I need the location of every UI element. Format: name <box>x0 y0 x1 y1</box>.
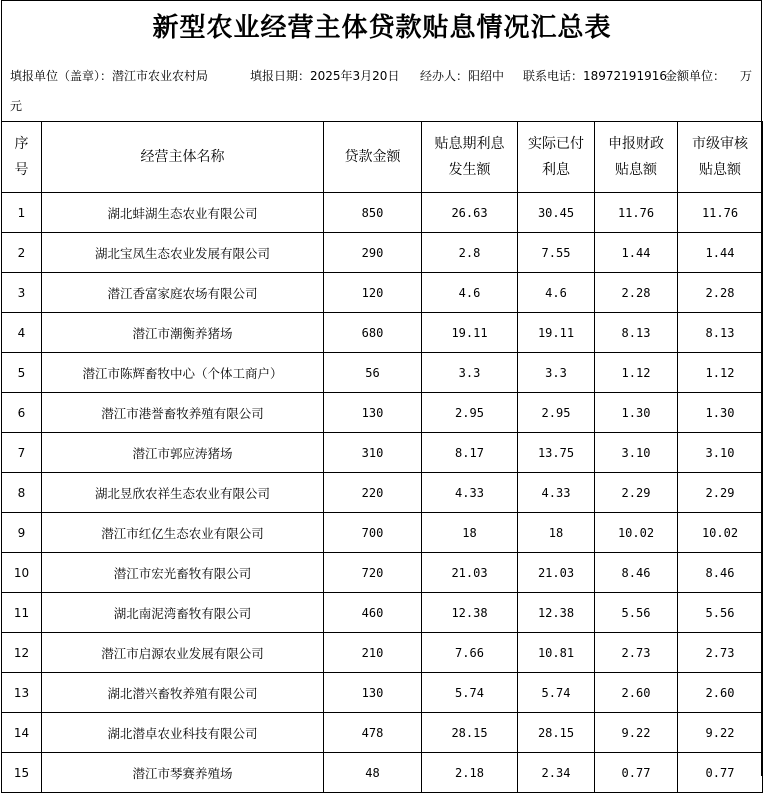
cell-finance-subsidy: 1.44 <box>595 233 678 273</box>
cell-city-subsidy: 0.77 <box>678 753 763 793</box>
cell-loan: 680 <box>324 313 422 353</box>
cell-seq: 5 <box>2 353 42 393</box>
cell-finance-subsidy: 8.13 <box>595 313 678 353</box>
cell-seq: 3 <box>2 273 42 313</box>
cell-interest-due: 3.3 <box>422 353 518 393</box>
table-row <box>2 473 763 513</box>
cell-loan: 460 <box>324 593 422 633</box>
cell-interest-paid: 4.6 <box>518 273 595 313</box>
cell-loan: 850 <box>324 193 422 233</box>
table-row <box>2 393 763 433</box>
cell-city-subsidy: 1.30 <box>678 393 763 433</box>
cell-interest-due: 2.18 <box>422 753 518 793</box>
cell-interest-paid: 18 <box>518 513 595 553</box>
cell-city-subsidy: 1.12 <box>678 353 763 393</box>
cell-city-subsidy: 3.10 <box>678 433 763 473</box>
cell-interest-due: 28.15 <box>422 713 518 753</box>
cell-name: 潜江市港誉畜牧养殖有限公司 <box>42 393 324 433</box>
cell-interest-due: 19.11 <box>422 313 518 353</box>
cell-loan: 720 <box>324 553 422 593</box>
cell-loan: 56 <box>324 353 422 393</box>
cell-name: 湖北南泥湾畜牧有限公司 <box>42 593 324 633</box>
cell-city-subsidy: 10.02 <box>678 513 763 553</box>
cell-loan: 130 <box>324 393 422 433</box>
cell-name: 湖北昱欣农祥生态农业有限公司 <box>42 473 324 513</box>
cell-seq: 7 <box>2 433 42 473</box>
cell-interest-due: 2.8 <box>422 233 518 273</box>
cell-name: 潜江市启源农业发展有限公司 <box>42 633 324 673</box>
cell-finance-subsidy: 9.22 <box>595 713 678 753</box>
cell-city-subsidy: 8.13 <box>678 313 763 353</box>
cell-interest-paid: 19.11 <box>518 313 595 353</box>
amount-unit-value: 万 <box>740 69 753 83</box>
cell-loan: 210 <box>324 633 422 673</box>
cell-finance-subsidy: 0.77 <box>595 753 678 793</box>
col-seq: 序号 <box>2 122 42 193</box>
col-interest-paid: 实际已付利息 <box>518 122 595 193</box>
cell-loan: 220 <box>324 473 422 513</box>
cell-interest-paid: 10.81 <box>518 633 595 673</box>
cell-name: 湖北潜兴畜牧养殖有限公司 <box>42 673 324 713</box>
cell-loan: 48 <box>324 753 422 793</box>
cell-seq: 6 <box>2 393 42 433</box>
cell-interest-paid: 13.75 <box>518 433 595 473</box>
table-row <box>2 193 763 233</box>
table-row <box>2 713 763 753</box>
cell-finance-subsidy: 10.02 <box>595 513 678 553</box>
cell-seq: 13 <box>2 673 42 713</box>
amount-unit-label: 金额单位： <box>665 69 726 83</box>
cell-finance-subsidy: 2.28 <box>595 273 678 313</box>
cell-seq: 4 <box>2 313 42 353</box>
cell-interest-due: 2.95 <box>422 393 518 433</box>
handler: 经办人：阳绍中 <box>420 69 505 83</box>
cell-seq: 1 <box>2 193 42 233</box>
col-name: 经营主体名称 <box>42 122 324 193</box>
cell-name: 湖北蚌湖生态农业有限公司 <box>42 193 324 233</box>
cell-loan: 310 <box>324 433 422 473</box>
col-interest-due: 贴息期利息发生额 <box>422 122 518 193</box>
cell-interest-due: 26.63 <box>422 193 518 233</box>
table-row <box>2 353 763 393</box>
table-row <box>2 593 763 633</box>
cell-name: 潜江市琴赛养殖场 <box>42 753 324 793</box>
cell-loan: 130 <box>324 673 422 713</box>
filler-unit: 填报单位（盖章）：潜江市农业农村局 <box>10 69 209 83</box>
cell-interest-due: 21.03 <box>422 553 518 593</box>
cell-name: 湖北潜卓农业科技有限公司 <box>42 713 324 753</box>
cell-name: 潜江市宏光畜牧有限公司 <box>42 553 324 593</box>
cell-name: 潜江市红亿生态农业有限公司 <box>42 513 324 553</box>
cell-city-subsidy: 2.29 <box>678 473 763 513</box>
cell-interest-paid: 12.38 <box>518 593 595 633</box>
table-row <box>2 273 763 313</box>
cell-interest-paid: 2.34 <box>518 753 595 793</box>
cell-loan: 478 <box>324 713 422 753</box>
cell-name: 潜江市陈辉畜牧中心（个体工商户） <box>42 353 324 393</box>
cell-finance-subsidy: 11.76 <box>595 193 678 233</box>
table-row <box>2 673 763 713</box>
cell-seq: 9 <box>2 513 42 553</box>
cell-interest-due: 12.38 <box>422 593 518 633</box>
cell-interest-paid: 21.03 <box>518 553 595 593</box>
subsidy-table <box>1 121 763 793</box>
cell-finance-subsidy: 1.30 <box>595 393 678 433</box>
cell-name: 潜江市潮衡养猪场 <box>42 313 324 353</box>
cell-city-subsidy: 9.22 <box>678 713 763 753</box>
table-row <box>2 553 763 593</box>
table-row <box>2 513 763 553</box>
cell-name: 潜江香富家庭农场有限公司 <box>42 273 324 313</box>
cell-interest-paid: 2.95 <box>518 393 595 433</box>
cell-name: 潜江市郭应涛猪场 <box>42 433 324 473</box>
cell-seq: 12 <box>2 633 42 673</box>
cell-finance-subsidy: 5.56 <box>595 593 678 633</box>
cell-name: 湖北宝凤生态农业发展有限公司 <box>42 233 324 273</box>
cell-seq: 2 <box>2 233 42 273</box>
table-row <box>2 313 763 353</box>
cell-city-subsidy: 2.73 <box>678 633 763 673</box>
table-body <box>2 193 763 793</box>
cell-finance-subsidy: 1.12 <box>595 353 678 393</box>
amount-unit-wrap: 元 <box>10 99 23 113</box>
fill-date: 填报日期：2025年3月20日 <box>250 69 400 83</box>
cell-seq: 14 <box>2 713 42 753</box>
cell-seq: 15 <box>2 753 42 793</box>
cell-seq: 11 <box>2 593 42 633</box>
col-loan: 贷款金额 <box>324 122 422 193</box>
cell-interest-due: 8.17 <box>422 433 518 473</box>
cell-interest-paid: 3.3 <box>518 353 595 393</box>
cell-seq: 10 <box>2 553 42 593</box>
cell-city-subsidy: 1.44 <box>678 233 763 273</box>
cell-interest-due: 18 <box>422 513 518 553</box>
cell-seq: 8 <box>2 473 42 513</box>
cell-loan: 120 <box>324 273 422 313</box>
cell-interest-paid: 5.74 <box>518 673 595 713</box>
table-row <box>2 433 763 473</box>
table-header-row <box>2 122 763 193</box>
col-city-subsidy: 市级审核贴息额 <box>678 122 763 193</box>
cell-city-subsidy: 2.60 <box>678 673 763 713</box>
cell-interest-due: 7.66 <box>422 633 518 673</box>
cell-city-subsidy: 11.76 <box>678 193 763 233</box>
page-title: 新型农业经营主体贷款贴息情况汇总表 <box>152 13 612 43</box>
contact-phone: 联系电话：18972191916 <box>523 69 667 83</box>
table-row <box>2 753 763 793</box>
cell-interest-due: 5.74 <box>422 673 518 713</box>
cell-city-subsidy: 5.56 <box>678 593 763 633</box>
cell-finance-subsidy: 3.10 <box>595 433 678 473</box>
cell-finance-subsidy: 2.73 <box>595 633 678 673</box>
cell-city-subsidy: 8.46 <box>678 553 763 593</box>
cell-loan: 700 <box>324 513 422 553</box>
col-finance-subsidy: 申报财政贴息额 <box>595 122 678 193</box>
cell-interest-paid: 30.45 <box>518 193 595 233</box>
cell-interest-paid: 28.15 <box>518 713 595 753</box>
cell-loan: 290 <box>324 233 422 273</box>
table-row <box>2 233 763 273</box>
cell-interest-due: 4.6 <box>422 273 518 313</box>
cell-interest-paid: 4.33 <box>518 473 595 513</box>
table-row <box>2 633 763 673</box>
cell-finance-subsidy: 2.60 <box>595 673 678 713</box>
cell-finance-subsidy: 8.46 <box>595 553 678 593</box>
cell-interest-due: 4.33 <box>422 473 518 513</box>
cell-interest-paid: 7.55 <box>518 233 595 273</box>
cell-city-subsidy: 2.28 <box>678 273 763 313</box>
cell-finance-subsidy: 2.29 <box>595 473 678 513</box>
